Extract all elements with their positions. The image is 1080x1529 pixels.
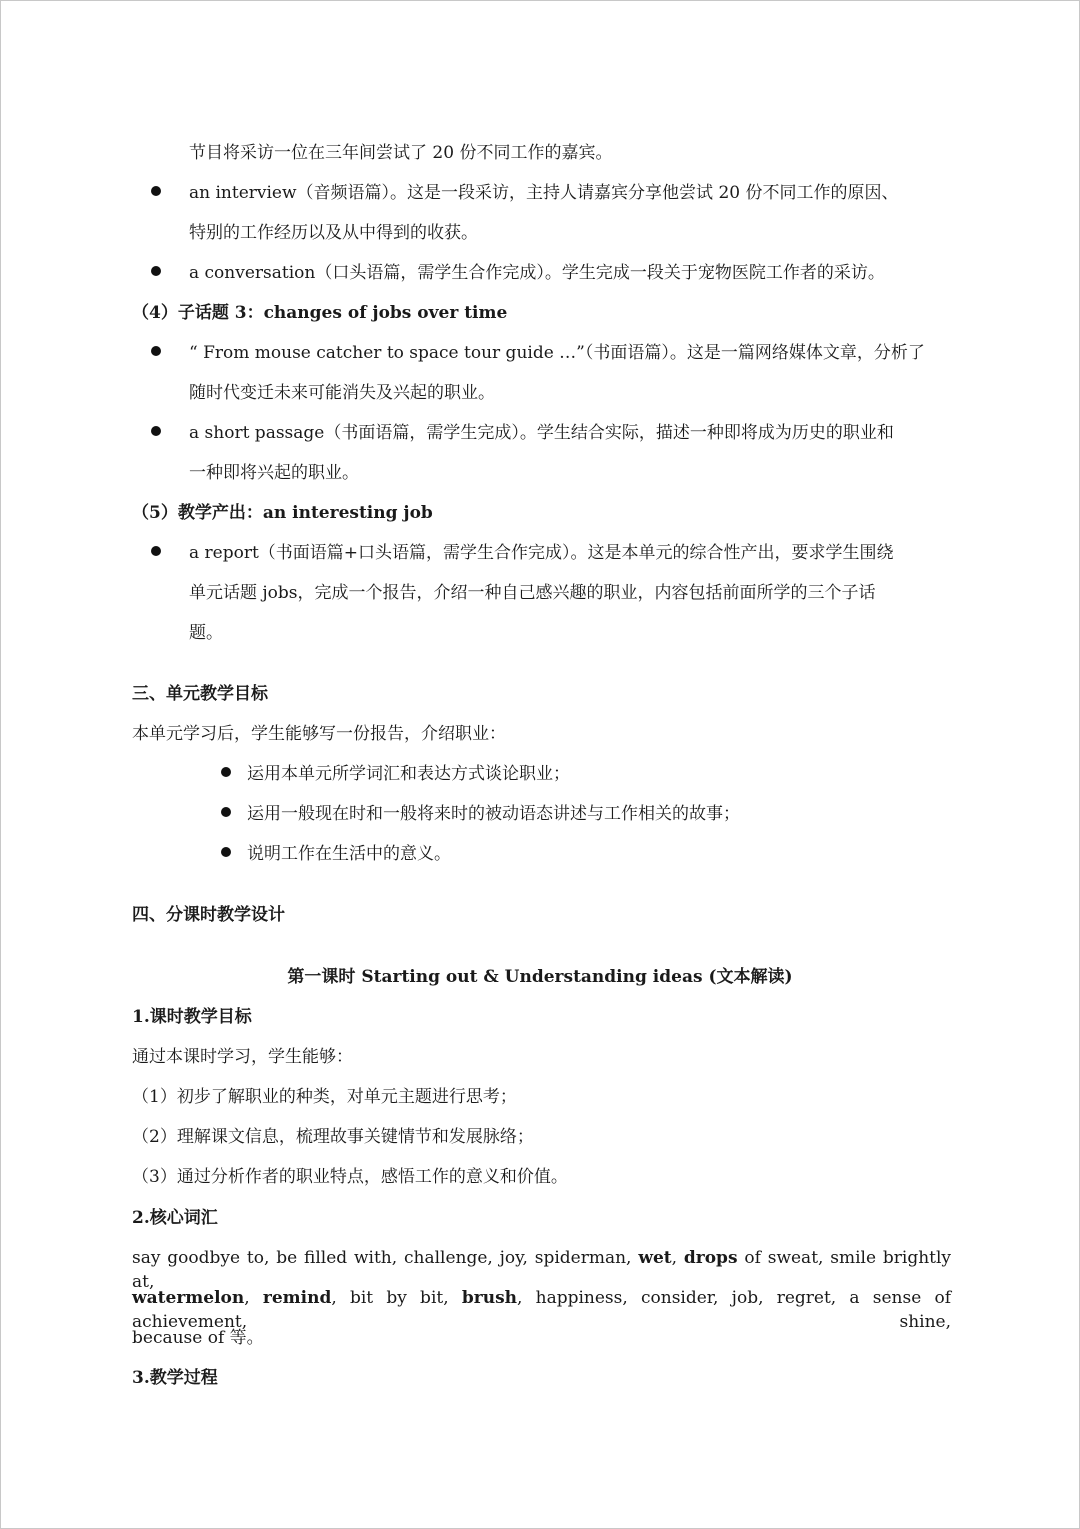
bullet-report-line1: a report（书面语篇+口头语篇，需学生合作完成）。这是本单元的综合性产出，要求学生围绕 [189,543,894,563]
bullet-article-line2: 随时代变迁未来可能消失及兴起的职业。 [189,383,495,403]
vocab-bold-word: drops [683,1248,738,1268]
bullet-passage-line2: 一种即将兴起的职业。 [189,463,359,483]
subtopic3-heading: （4）子话题 3：changes of jobs over time [132,303,508,323]
vocab-bold-word: remind [262,1288,332,1308]
goal-item: 运用本单元所学词汇和表达方式谈论职业； [247,764,570,784]
bullet-dot [151,346,161,356]
bullet-report-line3: 题。 [189,623,223,643]
bullet-article-line1: “ From mouse catcher to space tour guide …”（书面语篇）。这是一篇网络媒体文章，分析了 [189,343,925,363]
lesson-title: 第一课时 Starting out & Understanding ideas (文本解读) [287,967,793,987]
objective-item: （2）理解课文信息，梳理故事关键情节和发展脉络； [132,1127,534,1147]
vocab-words: , bit by bit, [331,1288,449,1308]
goals-heading: 三、单元教学目标 [132,684,268,704]
vocab-separator: , [244,1288,250,1308]
bullet-dot [221,807,231,817]
vocab-bold-word: brush [461,1288,517,1308]
bullet-dot [221,767,231,777]
design-heading: 四、分课时教学设计 [132,905,285,925]
vocab-separator: , [671,1248,678,1268]
vocab-words: say goodbye to, be filled with, challenge, joy, spiderman, [132,1248,632,1268]
vocab-words: , happiness, consider, job, regret, a sense of achievement, shine, [132,1288,952,1332]
continuation-text: 节目将采访一位在三年间尝试了 20 份不同工作的嘉宾。 [189,143,613,163]
objective-item: （1）初步了解职业的种类，对单元主题进行思考； [132,1087,517,1107]
bullet-dot [151,546,161,556]
output-heading: （5）教学产出：an interesting job [132,503,433,523]
vocab-line-3: because of 等。 [132,1328,264,1348]
goal-item: 运用一般现在时和一般将来时的被动语态讲述与工作相关的故事； [247,804,740,824]
bullet-interview-line2: 特别的工作经历以及从中得到的收获。 [189,223,478,243]
objectives-heading: 1.课时教学目标 [132,1007,252,1027]
vocab-heading: 2.核心词汇 [132,1208,218,1228]
bullet-passage-line1: a short passage（书面语篇，需学生完成）。学生结合实际，描述一种即将成为历史的职业和 [189,423,894,443]
bullet-dot [151,186,161,196]
goals-intro: 本单元学习后，学生能够写一份报告，介绍职业： [132,724,506,744]
bullet-dot [221,847,231,857]
vocab-words: of sweat, smile brightly at, [132,1248,952,1292]
bullet-dot [151,266,161,276]
bullet-dot [151,426,161,436]
bullet-conversation: a conversation（口头语篇，需学生合作完成）。学生完成一段关于宠物医院工作者的采访。 [189,263,885,283]
objectives-intro: 通过本课时学习，学生能够： [132,1047,353,1067]
goal-item: 说明工作在生活中的意义。 [247,844,451,864]
vocab-bold-word: wet [638,1248,672,1268]
process-heading: 3.教学过程 [132,1368,218,1388]
objective-item: （3）通过分析作者的职业特点，感悟工作的意义和价值。 [132,1167,568,1187]
bullet-interview-line1: an interview（音频语篇）。这是一段采访，主持人请嘉宾分享他尝试 20 份不同工作的原因、 [189,183,899,203]
vocab-bold-word: watermelon [132,1288,245,1308]
bullet-report-line2: 单元话题 jobs，完成一个报告，介绍一种自己感兴趣的职业，内容包括前面所学的三个子话 [189,583,876,603]
